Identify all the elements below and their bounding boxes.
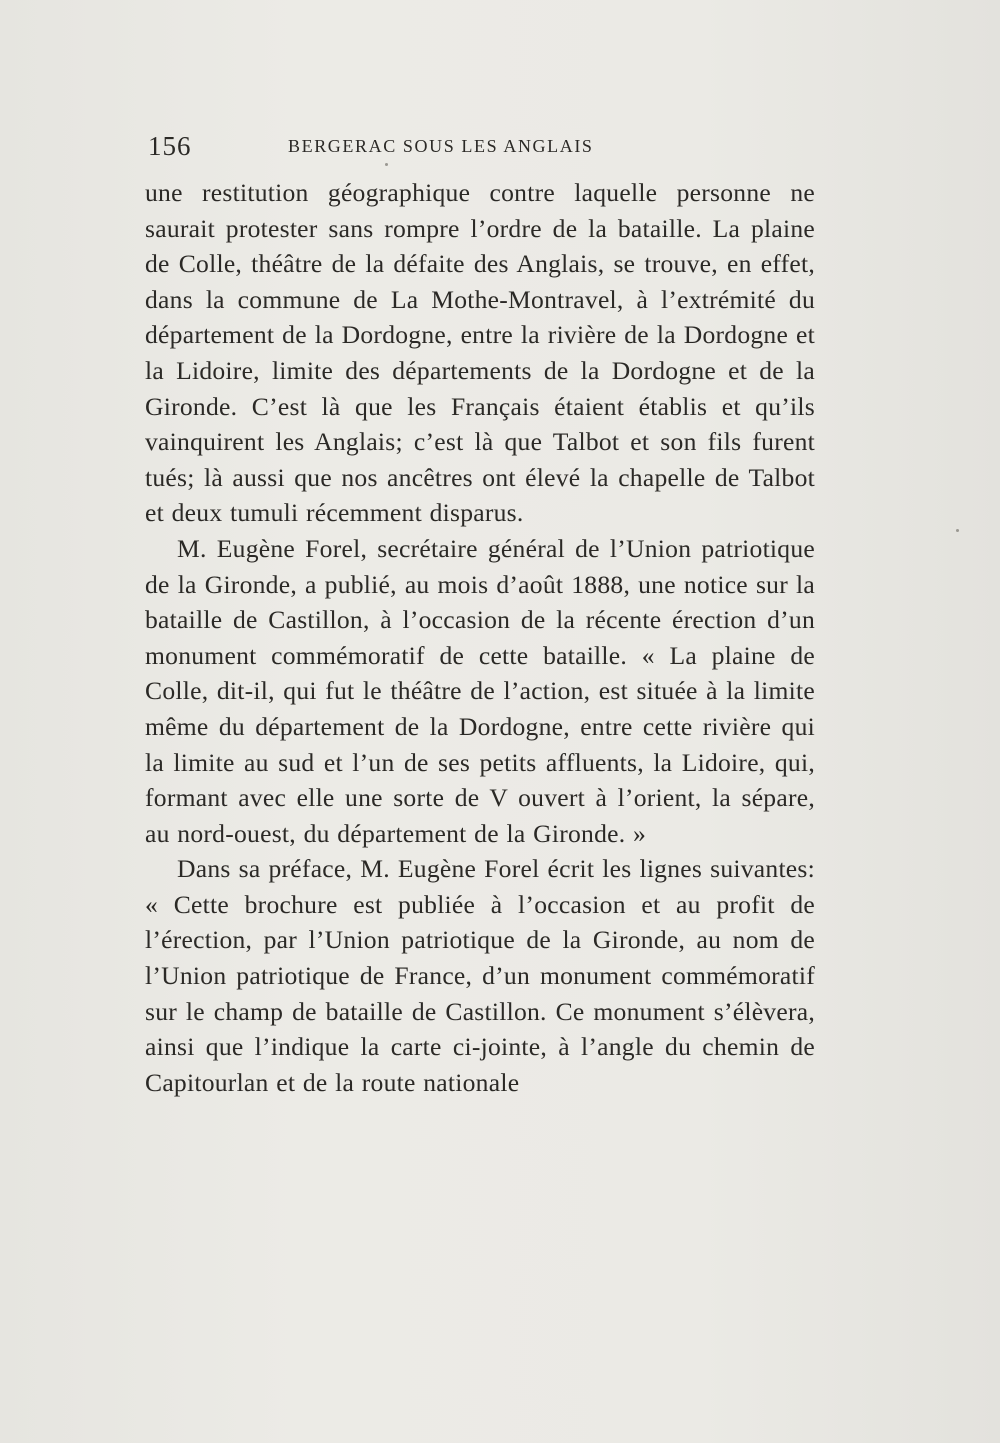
page-number: 156	[148, 131, 192, 161]
running-header	[148, 131, 658, 165]
paragraph-2: M. Eugène Forel, secrétaire général de l’Union patriotique de la Gironde, a publié, au mois d’août 1888, une notice sur la bataille de Castillon, à l’occasion de la récente érection d’un monument commémoratif de cette bataille. « La plaine de Colle, dit-il, qui fut le théâtre de l’action, est située à la limite même du département de la Dordogne, entre cette rivière qui la limite au sud et l’un de ses petits affluents, la Lidoire, qui, formant avec elle une sorte de V ouvert à l’orient, la sépare, au nord-ouest, du département de la Gironde. »	[145, 533, 815, 848]
paper-speck	[385, 163, 388, 166]
page-body	[145, 175, 815, 1100]
paper-speck	[956, 529, 959, 532]
paragraph-1: une restitution géographique contre laquelle personne ne saurait protester sans rompre l’ordre de la bataille. La plaine de Colle, théâtre de la défaite des Anglais, se trouve, en effet, dans la commune de La Mothe-Montravel, à l’extrémité du département de la Dordogne, entre la rivière de la Dordogne et la Lidoire, limite des départements de la Dordogne et de la Gironde. C’est là que les Français étaient établis et qu’ils vainquirent les Anglais; c’est là que Talbot et son fils furent tués; là aussi que nos ancêtres ont élevé la chapelle de Talbot et deux tumuli récemment disparus.	[145, 178, 815, 528]
paragraph-3: Dans sa préface, M. Eugène Forel écrit les lignes suivantes: « Cette brochure est publiée à l’occasion et au profit de l’érection, par l’Union patriotique de la Gironde, au nom de l’Union patriotique de France, d’un monument commémoratif sur le champ de bataille de Castillon. Ce monument s’élèvera, ainsi que l’indique la carte ci-jointe, à l’angle du chemin de Capitourlan et de la route nationale	[145, 854, 815, 1097]
running-title: BERGERAC SOUS LES ANGLAIS	[288, 136, 594, 156]
